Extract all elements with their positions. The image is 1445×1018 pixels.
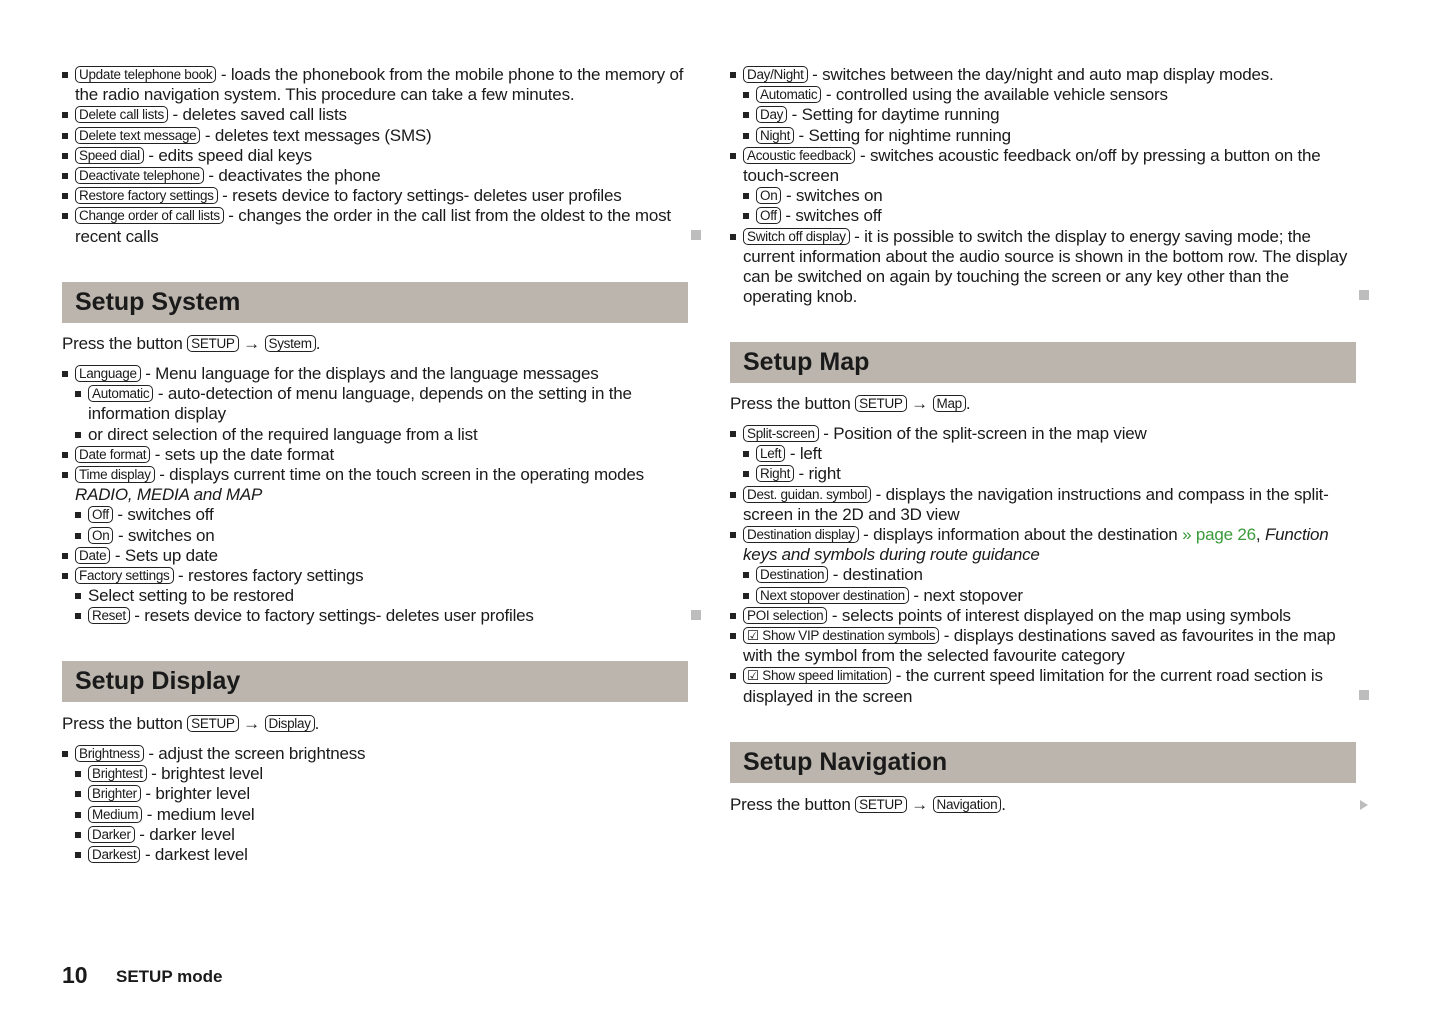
- text: .: [315, 334, 321, 353]
- press-button-instruction: [730, 795, 1356, 815]
- menu-key-label: Darker: [88, 826, 135, 843]
- section-heading: Setup Navigation: [730, 742, 1356, 783]
- list-item: [75, 606, 688, 626]
- menu-key-label: Right: [756, 465, 794, 482]
- menu-key-label: Medium: [88, 806, 142, 823]
- menu-key-label: ☑ Show VIP destination symbols: [743, 627, 939, 644]
- menu-key-label: Off: [88, 506, 113, 523]
- menu-key-label: Brightest: [88, 765, 147, 782]
- text: - darkest level: [140, 845, 248, 865]
- menu-key-label: Acoustic feedback: [743, 147, 855, 164]
- press-button-instruction: [62, 714, 688, 734]
- menu-key-label: POI selection: [743, 607, 827, 624]
- list-item: [75, 384, 688, 424]
- text: - displays current time on the touch screen in the operating modes: [154, 465, 644, 485]
- option-list: [730, 65, 1356, 307]
- text: - switches on: [113, 525, 215, 545]
- list-item: [743, 126, 1356, 146]
- text: - next stopover: [908, 585, 1023, 605]
- menu-key-label: Day/Night: [743, 66, 808, 83]
- menu-key-label: Navigation: [933, 796, 1002, 813]
- menu-key-label: Brighter: [88, 785, 141, 802]
- list-item: [743, 105, 1356, 125]
- text: →: [238, 334, 265, 353]
- list-item: [62, 546, 688, 566]
- page-number: 10: [62, 962, 88, 988]
- section-heading: Setup Display: [62, 661, 688, 702]
- list-item: [75, 526, 688, 546]
- text: - loads the phonebook from the mobile phone to the memory of the radio navigation system. This procedure can take a few minutes.: [75, 65, 684, 105]
- section-end-marker-icon: [1359, 290, 1369, 300]
- text: - switches off: [112, 505, 214, 525]
- option-list: [730, 424, 1356, 707]
- page-link[interactable]: » page 26: [1182, 525, 1256, 545]
- list-item: [62, 105, 688, 125]
- list-item: [743, 565, 1356, 585]
- list-item: [62, 65, 688, 105]
- text: - switches off: [780, 206, 882, 226]
- text: - resets device to factory settings- deletes user profiles: [217, 186, 622, 206]
- list-item: [75, 425, 688, 445]
- menu-key-label: Automatic: [88, 385, 153, 402]
- menu-key-label: System: [265, 335, 316, 352]
- list-item: [730, 666, 1356, 706]
- list-item: [743, 186, 1356, 206]
- menu-key-label: Off: [756, 207, 781, 224]
- text: - resets device to factory settings- deletes user profiles: [129, 606, 534, 626]
- list-item: [75, 764, 688, 784]
- text: - displays the navigation instructions and compass in the split-screen in the 2D and 3D view: [743, 484, 1329, 524]
- text: - displays destinations saved as favourites in the map with the symbol from the selected favourite category: [743, 626, 1336, 666]
- section-heading: Setup System: [62, 282, 688, 323]
- menu-key-label: SETUP: [187, 335, 239, 352]
- text: →: [906, 394, 933, 413]
- option-list: [62, 744, 688, 865]
- text: Press the button: [62, 334, 188, 353]
- section-title: SETUP mode: [116, 967, 223, 986]
- text: - adjust the screen brightness: [143, 744, 366, 763]
- menu-key-label: Update telephone book: [75, 66, 216, 83]
- section-end-marker-icon: [1359, 690, 1369, 700]
- text: or direct selection of the required language from a list: [88, 424, 478, 444]
- list-item: [730, 424, 1356, 444]
- menu-key-label: Day: [756, 106, 787, 123]
- list-item: [743, 586, 1356, 606]
- text: - Position of the split-screen in the map view: [818, 424, 1147, 443]
- list-item: [730, 227, 1356, 308]
- continue-arrow-icon: [1360, 800, 1368, 810]
- list-item: [62, 364, 688, 384]
- text: - auto-detection of menu language, depends on the setting in the information display: [88, 384, 632, 424]
- text: - darker level: [134, 824, 235, 844]
- list-item: [75, 784, 688, 804]
- text: - destination: [828, 565, 923, 585]
- menu-key-label: Date: [75, 547, 110, 564]
- list-item: [730, 485, 1356, 525]
- menu-key-label: Restore factory settings: [75, 187, 218, 204]
- text: - it is possible to switch the display to energy saving mode; the current information about the audio source is shown in the bottom row. The display can be switched on again by touching the screen or any key other than the operating knob.: [743, 226, 1348, 307]
- menu-key-label: Time display: [75, 466, 155, 483]
- menu-key-label: Factory settings: [75, 567, 174, 584]
- text: - Menu language for the displays and the language messages: [140, 364, 599, 383]
- text: - deactivates the phone: [203, 166, 381, 186]
- list-item: [62, 566, 688, 586]
- list-item: [730, 626, 1356, 666]
- text: - displays information about the destination: [858, 525, 1183, 545]
- list-item: [75, 805, 688, 825]
- menu-key-label: Change order of call lists: [75, 207, 224, 224]
- menu-key-label: Delete call lists: [75, 106, 168, 123]
- text: ,: [1255, 525, 1265, 545]
- list-item: [62, 744, 688, 764]
- italic-text: Function keys and symbols during route guidance: [743, 525, 1329, 565]
- text: - controlled using the available vehicle sensors: [821, 85, 1168, 105]
- menu-key-label: Next stopover destination: [756, 587, 909, 604]
- text: - medium level: [142, 804, 255, 824]
- menu-key-label: Night: [756, 127, 794, 144]
- menu-key-label: Brightness: [75, 745, 144, 762]
- list-item: [62, 186, 688, 206]
- menu-key-label: Destination display: [743, 526, 859, 543]
- menu-key-label: Destination: [756, 566, 828, 583]
- text: - switches acoustic feedback on/off by pressing a button on the touch-screen: [743, 145, 1321, 186]
- list-item: [743, 444, 1356, 464]
- text: - sets up the date format: [150, 444, 335, 464]
- text: .: [1001, 795, 1006, 814]
- menu-key-label: Delete text message: [75, 127, 200, 144]
- list-item: [730, 606, 1356, 626]
- list-item: [730, 146, 1356, 186]
- text: - the current speed limitation for the current road section is displayed in the screen: [743, 666, 1323, 706]
- option-list: [62, 364, 688, 627]
- press-button-instruction: [62, 334, 688, 354]
- menu-key-label: SETUP: [855, 395, 907, 412]
- press-button-instruction: [730, 394, 1356, 414]
- italic-text: RADIO, MEDIA and MAP: [75, 485, 263, 505]
- text: - switches on: [781, 186, 883, 206]
- list-item: [730, 65, 1356, 85]
- list-item: [75, 505, 688, 525]
- menu-key-label: On: [756, 187, 781, 204]
- list-item: [62, 206, 688, 246]
- menu-key-label: Display: [265, 715, 315, 732]
- list-item: [75, 586, 688, 606]
- menu-key-label: Reset: [88, 607, 130, 624]
- text: Press the button: [730, 394, 856, 413]
- menu-key-label: Darkest: [88, 846, 140, 863]
- list-item: [75, 825, 688, 845]
- text: Press the button: [730, 795, 856, 814]
- menu-key-label: Date format: [75, 446, 150, 463]
- text: - restores factory settings: [173, 566, 364, 586]
- menu-key-label: Split-screen: [743, 425, 819, 442]
- list-item: [62, 445, 688, 465]
- list-item: [62, 126, 688, 146]
- text: - edits speed dial keys: [143, 145, 312, 165]
- menu-key-label: Map: [933, 395, 966, 412]
- text: - deletes saved call lists: [167, 105, 347, 125]
- option-list: [62, 65, 688, 247]
- menu-key-label: Deactivate telephone: [75, 167, 204, 184]
- text: - brighter level: [140, 784, 250, 804]
- text: →: [238, 714, 265, 733]
- text: Press the button: [62, 714, 188, 733]
- menu-key-label: ☑ Show speed limitation: [743, 667, 891, 684]
- text: .: [965, 394, 971, 413]
- list-item: [75, 845, 688, 865]
- list-item: [743, 206, 1356, 226]
- menu-key-label: Dest. guidan. symbol: [743, 486, 871, 503]
- list-item: [62, 146, 688, 166]
- text: - right: [794, 464, 841, 484]
- list-item: [730, 525, 1356, 565]
- menu-key-label: Automatic: [756, 86, 821, 103]
- menu-key-label: Left: [756, 445, 785, 462]
- text: →: [906, 795, 933, 814]
- list-item: [743, 464, 1356, 484]
- menu-key-label: Language: [75, 365, 141, 382]
- list-item: [62, 465, 688, 505]
- section-end-marker-icon: [691, 230, 701, 240]
- section-end-marker-icon: [691, 610, 701, 620]
- text: - left: [785, 444, 822, 464]
- text: - Sets up date: [110, 545, 218, 565]
- text: Select setting to be restored: [88, 586, 294, 606]
- section-heading: Setup Map: [730, 342, 1356, 383]
- menu-key-label: Switch off display: [743, 228, 850, 245]
- list-item: [62, 166, 688, 186]
- text: - selects points of interest displayed on the map using symbols: [827, 605, 1291, 625]
- menu-key-label: Speed dial: [75, 147, 144, 164]
- text: .: [314, 714, 320, 733]
- text: - deletes text messages (SMS): [200, 125, 432, 145]
- text: - Setting for nightime running: [794, 125, 1011, 145]
- menu-key-label: SETUP: [855, 796, 907, 813]
- list-item: [743, 85, 1356, 105]
- text: - brightest level: [146, 764, 263, 784]
- text: - changes the order in the call list from the oldest to the most recent calls: [75, 206, 671, 246]
- text: - Setting for daytime running: [787, 105, 1000, 125]
- text: - switches between the day/night and auto map display modes.: [807, 65, 1274, 84]
- menu-key-label: On: [88, 527, 113, 544]
- menu-key-label: SETUP: [187, 715, 239, 732]
